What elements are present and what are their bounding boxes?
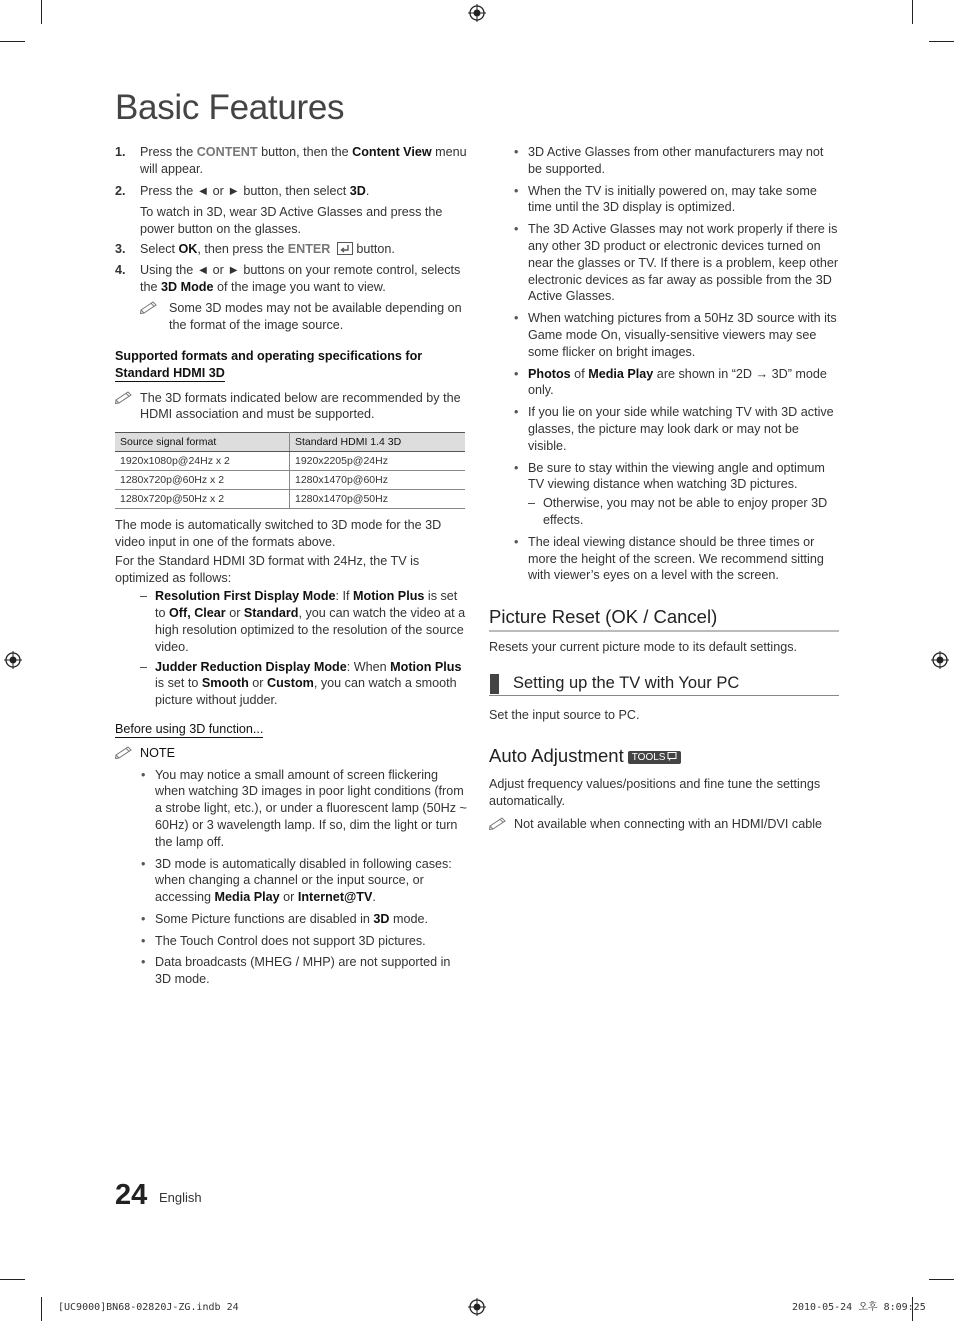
section-text: Set the input source to PC. — [489, 708, 640, 722]
table-row — [115, 452, 465, 471]
enter-icon — [337, 242, 353, 255]
note-pencil-icon — [489, 816, 509, 830]
page-language: English — [159, 1190, 202, 1205]
resolution-first-item: – Resolution First Display Mode: If Motion Plus is set to Off, Clear or Standard, you can watch the video at a high resolution optimized to the resolution of the source video. — [140, 589, 466, 654]
list-item: • 3D Active Glasses from other manufacturers may not be supported. — [514, 144, 840, 178]
pc-setup-section — [489, 673, 839, 724]
section-title: Auto Adjustment TOOLS — [489, 745, 839, 767]
list-item: • You may notice a small amount of screen flickering when watching 3D images in poor light conditions (from a strobe light, etc.), or under a fluorescent lamp (50Hz ~ 60Hz) or 3 wavelength lamp. If so, dim the light or turn the lamp off. — [141, 767, 467, 851]
tools-badge: TOOLS — [628, 751, 682, 764]
registration-mark-icon — [4, 651, 22, 669]
left-column — [115, 144, 467, 988]
section-title: Picture Reset (OK / Cancel) — [489, 606, 839, 632]
note-pencil-icon — [115, 390, 135, 404]
list-item: • Be sure to stay within the viewing angle and optimum TV viewing distance when watching 3D pictures. — [514, 460, 840, 494]
page-number: 24 — [115, 1179, 148, 1211]
tools-icon — [667, 752, 677, 761]
step-2: 2. Press the ◄ or ► button, then select 3D. To watch in 3D, wear 3D Active Glasses and press the power button on the glasses. — [115, 183, 467, 238]
table-row — [115, 490, 465, 509]
footer-file-name: [UC9000]BN68-02820J-ZG.indb 24 — [58, 1302, 239, 1313]
picture-reset-section — [489, 606, 839, 656]
section-text: Resets your current picture mode to its default settings. — [489, 640, 797, 654]
optimization-paragraph: For the Standard HDMI 3D format with 24Hz, the TV is optimized as follows: — [115, 553, 420, 585]
auto-note: Not available when connecting with an HDMI/DVI cable — [489, 816, 839, 833]
list-item: • Photos of Media Play are shown in “2D → 3D” mode only. — [514, 366, 840, 400]
step-3: 3. Select OK, then press the ENTER button. — [115, 241, 395, 256]
section-text: Adjust frequency values/positions and fine tune the settings automatically. — [489, 777, 821, 808]
page-title: Basic Features — [115, 88, 345, 127]
list-item: • Some Picture functions are disabled in 3D mode. — [141, 911, 467, 928]
table-cell: 1280x1470p@50Hz — [290, 490, 466, 509]
table-cell: 1920x2205p@24Hz — [290, 452, 466, 471]
before-using-heading: Before using 3D function... — [115, 721, 264, 736]
section-title: Setting up the TV with Your PC — [489, 673, 839, 696]
list-item: • Data broadcasts (MHEG / MHP) are not supported in 3D mode. — [141, 954, 467, 988]
step-4-note: Some 3D modes may not be available depending on the format of the image source. — [140, 300, 467, 334]
judder-reduction-item: – Judder Reduction Display Mode: When Motion Plus is set to Smooth or Custom, you can watch a smooth picture without judder. — [140, 659, 462, 708]
mode-paragraph: The mode is automatically switched to 3D mode for the 3D video input in one of the formats above. — [115, 518, 442, 549]
note-bullets — [141, 767, 467, 989]
step-1: 1. Press the CONTENT button, then the Content View menu will appear. — [115, 145, 467, 176]
hdmi-note: The 3D formats indicated below are recommended by the HDMI association and must be supported. — [115, 390, 467, 424]
list-item: – Otherwise, you may not be able to enjoy proper 3D effects. — [528, 496, 828, 527]
hdmi-format-table — [115, 432, 465, 509]
table-header: Source signal format — [115, 433, 290, 452]
list-item: • If you lie on your side while watching TV with 3D active glasses, the picture may look dark or may not be visible. — [514, 404, 840, 454]
auto-adjustment-section — [489, 745, 839, 832]
registration-mark-icon — [931, 651, 949, 669]
table-cell: 1280x720p@60Hz x 2 — [115, 471, 290, 490]
note-pencil-icon — [115, 745, 135, 759]
table-cell: 1280x1470p@60Hz — [290, 471, 466, 490]
list-item: • When the TV is initially powered on, may take some time until the 3D display is optimized. — [514, 183, 840, 217]
step-4: 4. Using the ◄ or ► buttons on your remote control, selects the 3D Mode of the image you want to view. Some 3D modes may not be available depending on the format of the image source. — [115, 262, 467, 334]
registration-mark-icon — [468, 4, 486, 22]
note-pencil-icon — [140, 300, 160, 314]
list-item: • The ideal viewing distance should be three times or more the height of the screen. We recommend sitting with viewer’s eyes on a level with the screen. — [514, 534, 840, 584]
table-cell: 1920x1080p@24Hz x 2 — [115, 452, 290, 471]
list-item: • 3D mode is automatically disabled in following cases: when changing a channel or the input source, or accessing Media Play or Internet@TV. — [141, 856, 467, 906]
registration-mark-icon — [468, 1298, 486, 1316]
list-item: • The Touch Control does not support 3D pictures. — [141, 933, 467, 950]
table-header: Standard HDMI 1.4 3D — [290, 433, 466, 452]
footer-timestamp: 2010-05-24 오후 8:09:25 — [792, 1302, 926, 1313]
table-row — [115, 471, 465, 490]
note-label: NOTE — [115, 745, 467, 762]
table-header-row — [115, 433, 465, 452]
step-2-detail: To watch in 3D, wear 3D Active Glasses and press the power button on the glasses. — [140, 205, 443, 237]
right-column — [514, 144, 840, 584]
list-item: • When watching pictures from a 50Hz 3D source with its Game mode On, visually-sensitive viewers may see some flicker on bright images. — [514, 310, 840, 360]
supported-formats-heading: Supported formats and operating specifications for Standard HDMI 3D — [115, 348, 423, 380]
list-item: • The 3D Active Glasses may not work properly if there is any other 3D product or electronic devices turned on near the glasses or TV. If there is a problem, keep other electronic devices as far away as possible from the 3D Active Glasses. — [514, 221, 840, 305]
table-cell: 1280x720p@50Hz x 2 — [115, 490, 290, 509]
